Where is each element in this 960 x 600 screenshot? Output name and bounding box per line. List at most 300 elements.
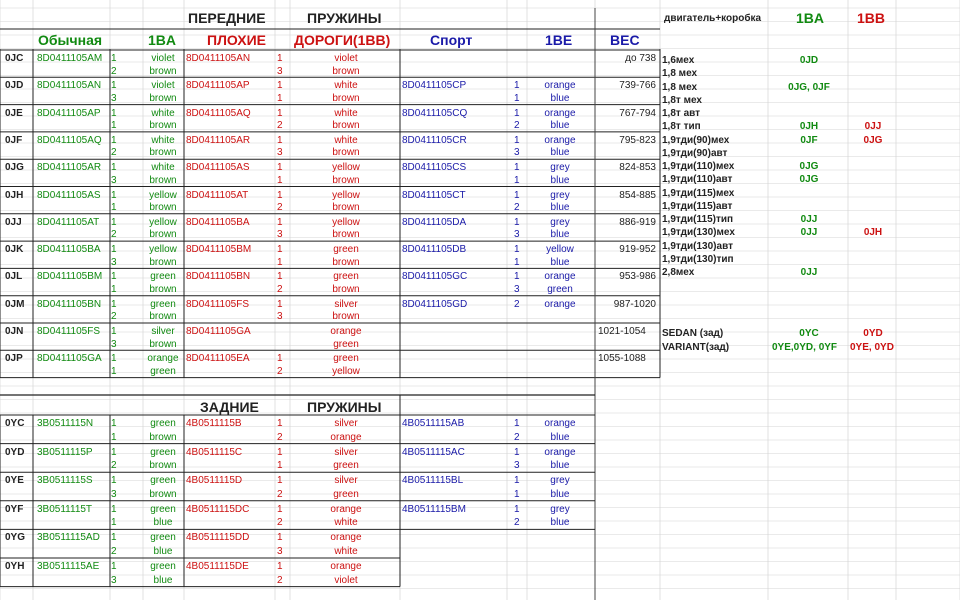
bad-mark: 1 (277, 244, 283, 256)
sport-mark: 1 (514, 216, 520, 228)
spring-code: 0JH (5, 189, 24, 201)
engine-line: 1,9тди(115)авт (662, 200, 733, 212)
rear-bad-color: orange (330, 561, 362, 572)
rear-bad-color: silver (334, 446, 358, 458)
bad-mark: 1 (277, 92, 283, 104)
spring-code: 0JK (5, 244, 24, 256)
rear-bad-color: orange (330, 431, 362, 443)
engine-line: 1,9тди(115)тип (662, 214, 734, 225)
bad-mark: 3 (277, 147, 283, 159)
rear-ba-mark: 1 (111, 418, 117, 429)
rear-code: 0YH (5, 561, 25, 572)
rear-sport-color: blue (550, 460, 570, 472)
rear-ba-color: blue (153, 574, 173, 586)
bad-color: brown (332, 120, 360, 132)
part-normal: 8D0411105BN (37, 298, 102, 310)
sport-mark: 1 (514, 271, 520, 283)
rear-sport-mark: 1 (514, 418, 520, 429)
weight-range: 824-853 (619, 162, 656, 174)
sport-color: blue (550, 202, 570, 213)
bad-color: violet (334, 53, 358, 64)
ba-color: brown (149, 147, 177, 159)
bad-color: brown (332, 92, 360, 104)
bad-mark: 1 (277, 271, 283, 283)
part-bad-roads: 8D0411105AS (186, 162, 250, 174)
bad-color: green (333, 271, 359, 283)
part-sport: 8D0411105CT (402, 189, 466, 201)
ba-color: yellow (149, 216, 177, 228)
ba-color: green (150, 365, 176, 377)
rear-bad-color: silver (334, 418, 358, 429)
bad-mark: 1 (277, 134, 283, 146)
rear-sport-color: blue (550, 517, 570, 529)
ba-mark: 3 (111, 174, 117, 186)
sport-color: blue (550, 120, 570, 132)
rear-ba-mark: 1 (111, 517, 117, 529)
bad-color: green (333, 244, 359, 256)
bad-mark: 1 (277, 189, 283, 201)
bad-mark: 1 (277, 216, 283, 228)
part-normal: 8D0411105BM (37, 271, 103, 283)
rear-bad-color: green (333, 488, 359, 500)
rear-bad-mark: 1 (277, 561, 283, 572)
variant-1bb: 0YE, 0YD (850, 342, 894, 353)
rear-part-normal: 3B0511115N (37, 418, 94, 429)
rear-ba-mark: 2 (111, 545, 117, 557)
rear-sport-mark: 2 (514, 431, 520, 443)
bad-color: yellow (332, 189, 360, 201)
part-bad-roads: 8D0411105BA (186, 216, 250, 228)
sport-color: orange (544, 271, 576, 283)
rear-ba-mark: 1 (111, 532, 117, 544)
rear-sport-mark: 1 (514, 446, 520, 458)
sport-color: blue (550, 174, 570, 186)
engine-line: 2,8мех (662, 267, 695, 278)
rear-bad-mark: 2 (277, 431, 283, 443)
rear-ba-color: brown (149, 488, 177, 500)
sport-mark: 1 (514, 162, 520, 174)
sport-color: yellow (546, 244, 574, 256)
part-sport: 8D0411105CR (402, 134, 467, 146)
part-bad-roads: 8D0411105AN (186, 53, 251, 64)
part-bad-roads: 8D0411105AP (186, 80, 250, 92)
ba-mark: 1 (111, 326, 117, 337)
ba-color: orange (147, 353, 179, 365)
rear-ba-color: green (150, 446, 176, 458)
rear-part-normal: 3B0511115S (37, 475, 93, 487)
spring-code: 0JM (5, 298, 25, 310)
rear-bad-mark: 2 (277, 574, 283, 586)
engine-line: 1,6мех (662, 55, 695, 66)
rear-ba-mark: 1 (111, 475, 117, 487)
part-bad-roads: 8D0411105EA (186, 353, 250, 365)
rear-sport-mark: 1 (514, 488, 520, 500)
sport-mark: 1 (514, 244, 520, 256)
rear-ba-mark: 1 (111, 431, 117, 443)
rear-bad-color: green (333, 460, 359, 472)
rear-ba-mark: 1 (111, 561, 117, 572)
spring-code: 0JN (5, 326, 24, 337)
bad-mark: 3 (277, 311, 283, 323)
ba-mark: 2 (111, 311, 117, 323)
ba-color: white (151, 162, 175, 174)
ba-color: green (150, 271, 176, 283)
ba-mark: 1 (111, 134, 117, 146)
ba-mark: 2 (111, 147, 117, 159)
ba-mark: 3 (111, 256, 117, 268)
engine-line: 1,8 мех (662, 68, 698, 80)
spring-code: 0JE (5, 107, 23, 119)
weight-range: до 738 (625, 53, 656, 64)
spring-code: 0JC (5, 53, 24, 64)
engine-line: 1,8т тип (662, 121, 701, 133)
rear-ba-mark: 3 (111, 488, 117, 500)
rear-sport-mark: 1 (514, 475, 520, 487)
engine-1ba: 0JG (799, 174, 819, 186)
bad-mark: 1 (277, 107, 283, 119)
sport-color: grey (550, 216, 570, 228)
rear-part-bad-roads: 4B0511115DD (186, 532, 250, 544)
part-sport: 8D0411105CP (402, 80, 467, 92)
bad-color: brown (332, 311, 360, 323)
rear-code: 0YD (5, 446, 25, 458)
weight-range: 987-1020 (613, 298, 656, 310)
ba-mark: 1 (111, 107, 117, 119)
rear-part-bad-roads: 4B0511115B (186, 418, 242, 429)
sport-mark: 2 (514, 298, 520, 310)
part-normal: 8D0411105AQ (37, 134, 102, 146)
header-1be: 1BE (545, 32, 573, 48)
ba-color: white (151, 134, 175, 146)
part-normal: 8D0411105BA (37, 244, 101, 256)
rear-code: 0YE (5, 475, 24, 487)
bad-color: brown (332, 229, 360, 241)
part-bad-roads: 8D0411105FS (186, 298, 250, 310)
ba-color: brown (149, 311, 177, 323)
header-bad-roads: ПЛОХИЕ (207, 32, 266, 48)
rear-bad-color: white (334, 517, 358, 529)
rear-bad-mark: 1 (277, 532, 283, 544)
ba-color: brown (149, 174, 177, 186)
ba-color: brown (149, 65, 177, 77)
part-bad-roads: 8D0411105AT (186, 189, 249, 201)
engine-line: 1,9тди(90)мех (662, 134, 730, 146)
weight-range: 854-885 (619, 189, 656, 201)
ba-color: yellow (149, 189, 177, 201)
sport-color: orange (544, 134, 576, 146)
ba-color: brown (149, 202, 177, 213)
rear-part-normal: 3B0511115AD (37, 532, 100, 544)
header-sport: Спорт (430, 32, 473, 48)
rear-part-bad-roads: 4B0511115DC (186, 503, 250, 515)
part-normal: 8D0411105AM (37, 53, 103, 64)
bad-color: orange (330, 326, 362, 337)
sedan-1bb: 0YD (863, 328, 883, 339)
ba-mark: 3 (111, 92, 117, 104)
bad-mark: 1 (277, 174, 283, 186)
rear-code: 0YF (5, 503, 24, 515)
engine-1ba: 0JF (800, 134, 818, 146)
bad-color: silver (334, 298, 358, 310)
bad-mark: 2 (277, 202, 283, 213)
ba-color: silver (151, 326, 175, 337)
rear-code: 0YC (5, 418, 25, 429)
rear-bad-mark: 1 (277, 418, 283, 429)
part-normal: 8D0411105AS (37, 189, 101, 201)
spring-code: 0JG (5, 162, 24, 174)
rear-ba-color: brown (149, 460, 177, 472)
sport-color: grey (550, 162, 570, 174)
variant-label: VARIANT(зад) (662, 342, 730, 353)
bad-color: yellow (332, 162, 360, 174)
rear-sport-color: grey (550, 503, 570, 515)
sport-mark: 1 (514, 256, 520, 268)
ba-color: violet (151, 53, 175, 64)
rear-ba-color: green (150, 532, 176, 544)
spring-code: 0JD (5, 80, 24, 92)
engine-1ba: 0JJ (800, 267, 818, 278)
weight-range: 795-823 (619, 134, 656, 146)
ba-mark: 1 (111, 202, 117, 213)
part-sport: 8D0411105DB (402, 244, 467, 256)
engine-header-1ba: 1BA (796, 10, 825, 26)
rear-ba-color: blue (153, 517, 173, 529)
sport-mark: 2 (514, 202, 520, 213)
variant-1ba: 0YE,0YD, 0YF (772, 342, 838, 353)
rear-title-right: ПРУЖИНЫ (307, 399, 382, 415)
sedan-1ba: 0YC (799, 328, 819, 339)
part-normal: 8D0411105FS (37, 326, 101, 337)
bad-mark: 2 (277, 365, 283, 377)
engine-line: 1,9тди(110)авт (662, 174, 733, 186)
ba-mark: 1 (111, 80, 117, 92)
bad-color: brown (332, 65, 360, 77)
header-bad-roads-1bb: ДОРОГИ(1BB) (294, 32, 391, 48)
bad-color: brown (332, 174, 360, 186)
engine-header-1bb: 1BB (857, 10, 886, 26)
sport-mark: 2 (514, 120, 520, 132)
ba-mark: 1 (111, 120, 117, 132)
bad-color: yellow (332, 365, 360, 377)
bad-mark: 3 (277, 65, 283, 77)
ba-mark: 1 (111, 283, 117, 295)
rear-sport-color: orange (544, 418, 576, 429)
rear-ba-color: green (150, 561, 176, 572)
rear-bad-color: orange (330, 503, 362, 515)
rear-ba-mark: 3 (111, 574, 117, 586)
weight-range: 919-952 (619, 244, 656, 256)
part-bad-roads: 8D0411105AQ (186, 107, 251, 119)
bad-color: green (333, 338, 359, 350)
weight-range: 767-794 (619, 107, 656, 119)
bad-color: white (334, 107, 358, 119)
ba-mark: 1 (111, 189, 117, 201)
ba-color: white (151, 107, 175, 119)
bad-mark: 2 (277, 283, 283, 295)
engine-line: 1,9тди(110)мех (662, 161, 735, 172)
sport-mark: 1 (514, 134, 520, 146)
rear-bad-mark: 1 (277, 460, 283, 472)
sport-color: orange (544, 80, 576, 92)
sport-color: grey (550, 189, 570, 201)
bad-mark: 1 (277, 80, 283, 92)
rear-ba-mark: 1 (111, 503, 117, 515)
ba-color: brown (149, 338, 177, 350)
bad-mark: 1 (277, 353, 283, 365)
sport-color: blue (550, 92, 570, 104)
sport-color: blue (550, 147, 570, 159)
rear-bad-mark: 1 (277, 475, 283, 487)
header-normal: Обычная (38, 32, 103, 48)
front-title-right: ПРУЖИНЫ (307, 10, 382, 26)
rear-bad-mark: 3 (277, 545, 283, 557)
ba-color: brown (149, 283, 177, 295)
ba-color: brown (149, 229, 177, 241)
bad-color: white (334, 80, 358, 92)
part-normal: 8D0411105AP (37, 107, 101, 119)
ba-mark: 2 (111, 65, 117, 77)
sport-mark: 1 (514, 189, 520, 201)
engine-1bb: 0JH (863, 227, 883, 239)
weight-range: 953-986 (619, 271, 656, 283)
engine-line: 1,9тди(130)тип (662, 253, 734, 265)
part-bad-roads: 8D0411105GA (186, 326, 251, 337)
rear-code: 0YG (5, 532, 26, 544)
rear-sport-mark: 1 (514, 503, 520, 515)
ba-mark: 1 (111, 244, 117, 256)
part-sport: 8D0411105GD (402, 298, 468, 310)
rear-part-bad-roads: 4B0511115D (186, 475, 243, 487)
spring-code: 0JJ (5, 216, 22, 228)
header-weight: ВЕС (610, 32, 640, 48)
ba-mark: 1 (111, 162, 117, 174)
part-bad-roads: 8D0411105AR (186, 134, 251, 146)
spring-code: 0JL (5, 271, 23, 283)
rear-bad-color: violet (334, 574, 358, 586)
part-sport: 8D0411105GC (402, 271, 468, 283)
engine-1ba: 0JG (799, 161, 819, 172)
ba-color: brown (149, 92, 177, 104)
bad-color: brown (332, 147, 360, 159)
bad-mark: 1 (277, 256, 283, 268)
engine-line: 1,8т мех (662, 94, 702, 106)
engine-line: 1,9тди(130)авт (662, 240, 733, 252)
engine-line: 1,9тди(130)мех (662, 227, 735, 239)
part-normal: 8D0411105AT (37, 216, 100, 228)
ba-color: yellow (149, 244, 177, 256)
rear-part-sport: 4B0511115AB (402, 418, 465, 429)
rear-part-normal: 3B0511115P (37, 446, 93, 458)
engine-line: 1,9тди(115)мех (662, 187, 735, 199)
rear-sport-color: blue (550, 431, 570, 443)
header-1ba: 1BA (148, 32, 177, 48)
rear-sport-mark: 3 (514, 460, 520, 472)
bad-mark: 1 (277, 53, 283, 64)
part-bad-roads: 8D0411105BN (186, 271, 251, 283)
rear-part-sport: 4B0511115AC (402, 446, 465, 458)
engine-1ba: 0JJ (800, 227, 818, 239)
spring-code: 0JP (5, 353, 23, 365)
ba-color: green (150, 298, 176, 310)
weight-range: 1055-1088 (598, 353, 646, 365)
ba-mark: 3 (111, 338, 117, 350)
sport-color: blue (550, 256, 570, 268)
rear-part-sport: 4B0511115BM (402, 503, 466, 515)
engine-line: 1,8т авт (662, 108, 701, 119)
rear-bad-mark: 2 (277, 488, 283, 500)
bad-color: brown (332, 256, 360, 268)
ba-color: brown (149, 256, 177, 268)
weight-range: 1021-1054 (598, 326, 646, 337)
ba-color: brown (149, 120, 177, 132)
engine-line: 1,8 мех (662, 81, 698, 93)
rear-part-normal: 3B0511115AE (37, 561, 100, 572)
rear-part-bad-roads: 4B0511115C (186, 446, 243, 458)
rear-title-left: ЗАДНИЕ (200, 399, 259, 415)
sport-mark: 1 (514, 92, 520, 104)
rear-sport-color: orange (544, 446, 576, 458)
ba-mark: 2 (111, 229, 117, 241)
spring-code: 0JF (5, 134, 23, 146)
bad-mark: 3 (277, 229, 283, 241)
rear-bad-color: orange (330, 532, 362, 544)
bad-color: yellow (332, 216, 360, 228)
engine-1bb: 0JG (863, 134, 883, 146)
engine-1ba: 0JH (799, 121, 819, 133)
ba-color: violet (151, 80, 175, 92)
rear-ba-color: green (150, 503, 176, 515)
sport-color: green (547, 283, 573, 295)
sport-mark: 3 (514, 147, 520, 159)
sport-mark: 1 (514, 174, 520, 186)
rear-part-sport: 4B0511115BL (402, 475, 464, 487)
part-normal: 8D0411105GA (37, 353, 102, 365)
rear-ba-color: green (150, 475, 176, 487)
bad-color: white (334, 134, 358, 146)
sedan-label: SEDAN (зад) (662, 328, 724, 339)
weight-range: 739-766 (619, 80, 656, 92)
bad-mark: 1 (277, 162, 283, 174)
rear-bad-mark: 2 (277, 517, 283, 529)
ba-mark: 1 (111, 271, 117, 283)
ba-mark: 1 (111, 216, 117, 228)
part-normal: 8D0411105AN (37, 80, 102, 92)
part-sport: 8D0411105DA (402, 216, 467, 228)
front-title-left: ПЕРЕДНИЕ (188, 10, 266, 26)
rear-ba-color: green (150, 418, 176, 429)
rear-sport-color: blue (550, 488, 570, 500)
bad-color: brown (332, 202, 360, 213)
rear-bad-color: silver (334, 475, 358, 487)
rear-bad-mark: 1 (277, 503, 283, 515)
rear-part-normal: 3B0511115T (37, 503, 93, 515)
ba-mark: 1 (111, 365, 117, 377)
sport-mark: 3 (514, 229, 520, 241)
sport-color: orange (544, 298, 576, 310)
rear-part-bad-roads: 4B0511115DE (186, 561, 249, 572)
part-bad-roads: 8D0411105BM (186, 244, 252, 256)
ba-mark: 1 (111, 353, 117, 365)
engine-1bb: 0JJ (864, 121, 882, 133)
part-normal: 8D0411105AR (37, 162, 102, 174)
engine-1ba: 0JJ (800, 214, 818, 225)
sport-mark: 3 (514, 283, 520, 295)
engine-1ba: 0JG, 0JF (788, 81, 830, 93)
bad-mark: 2 (277, 120, 283, 132)
sport-color: blue (550, 229, 570, 241)
engine-line: 1,9тди(90)авт (662, 147, 728, 159)
ba-mark: 1 (111, 53, 117, 64)
